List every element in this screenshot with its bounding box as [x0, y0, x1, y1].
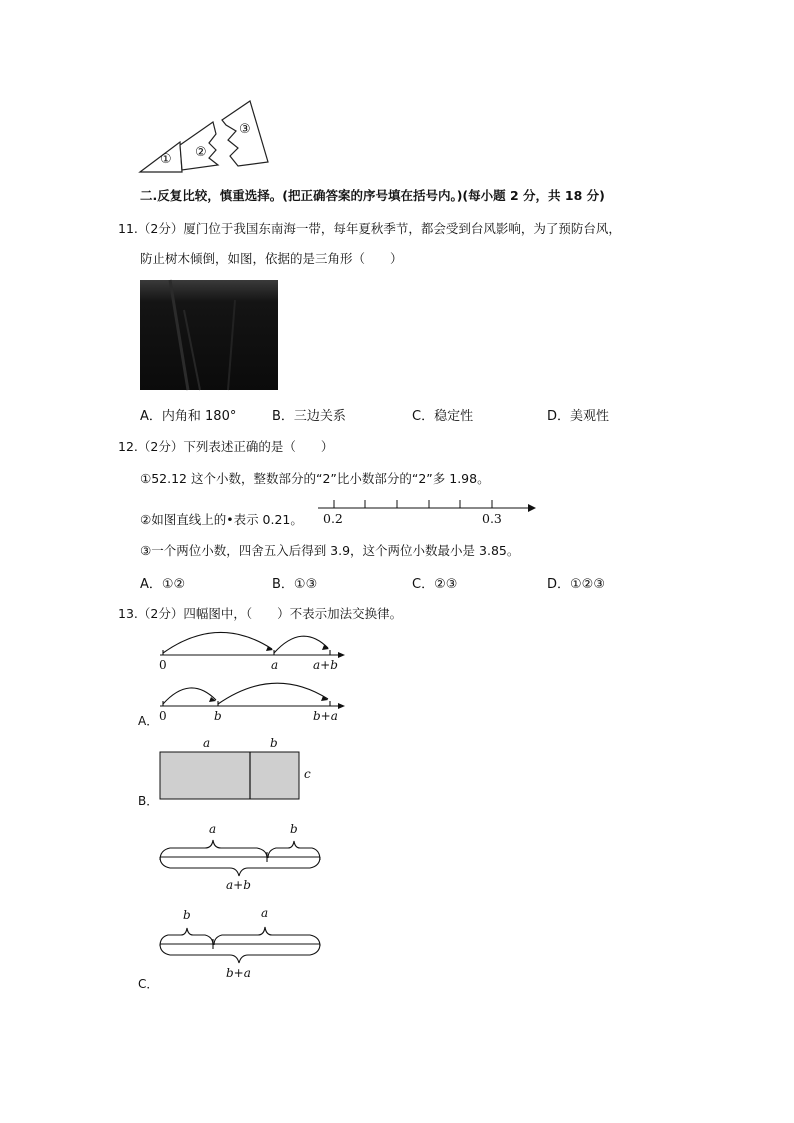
q11-option-d[interactable]: D．美观性 — [547, 409, 610, 424]
section-title: 二.反复比较，慎重选择。(把正确答案的序号填在括号内。)(每小题 2 分，共 18 分) — [140, 188, 605, 203]
figA-zero: 0 — [159, 709, 167, 723]
q11-option-a[interactable]: A．内角和 180° — [140, 409, 237, 424]
figC-a: a — [261, 906, 269, 920]
fig1-zero: 0 — [159, 658, 167, 672]
q11-option-c[interactable]: C．稳定性 — [412, 409, 474, 424]
figB-letter[interactable]: B． — [138, 794, 159, 808]
q12-option-d[interactable]: D．①②③ — [547, 577, 605, 592]
q12-stem: 12.（2分）下列表述正确的是（ ） — [118, 439, 334, 454]
piece-3-label: ③ — [239, 122, 251, 137]
figB-b: b — [270, 736, 278, 750]
fig3-a: a — [209, 822, 217, 836]
figC-sum: b+a — [226, 966, 251, 980]
fig3-braces — [160, 840, 320, 876]
figA-number-line — [160, 683, 338, 706]
figA-letter[interactable]: A． — [138, 714, 159, 728]
figC-b: b — [183, 908, 191, 922]
q11-stem-line1: 11.（2分）厦门位于我国东南海一带，每年夏秋季节，都会受到台风影响，为了预防台风， — [118, 221, 621, 236]
numberline-label-right: 0.3 — [482, 511, 502, 526]
q12-statement-1: ①52.12 这个小数，整数部分的“2”比小数部分的“2”多 1.98。 — [140, 471, 490, 486]
piece-1-label: ① — [160, 152, 172, 167]
q11-stem-line2: 防止树木倾倒，如图，依据的是三角形（ ） — [140, 251, 403, 266]
numberline-label-left: 0.2 — [323, 511, 343, 526]
fig3-b: b — [290, 822, 298, 836]
q12-option-b[interactable]: B．①③ — [272, 577, 318, 592]
fig1-sum: a+b — [313, 658, 338, 672]
q11-option-b[interactable]: B．三边关系 — [272, 409, 346, 424]
q12-statement-2: ②如图直线上的•表示 0.21。 — [140, 512, 303, 527]
figB-rectangle — [160, 752, 299, 799]
fig1-number-line — [160, 632, 338, 655]
figC-braces — [160, 927, 320, 963]
q12-option-c[interactable]: C．②③ — [412, 577, 458, 592]
figA-sum: b+a — [313, 709, 338, 723]
piece-2-label: ② — [195, 145, 207, 160]
figC-letter[interactable]: C． — [138, 977, 159, 991]
figB-a: a — [203, 736, 211, 750]
figB-c: c — [304, 767, 311, 781]
q12-option-a[interactable]: A．①② — [140, 577, 186, 592]
fig1-a: a — [271, 658, 279, 672]
fig3-sum: a+b — [226, 878, 251, 892]
q12-statement-3: ③一个两位小数，四舍五入后得到 3.9，这个两位小数最小是 3.85。 — [140, 543, 520, 558]
figA-b: b — [214, 709, 222, 723]
q13-stem: 13.（2分）四幅图中，（ ）不表示加法交换律。 — [118, 606, 403, 621]
